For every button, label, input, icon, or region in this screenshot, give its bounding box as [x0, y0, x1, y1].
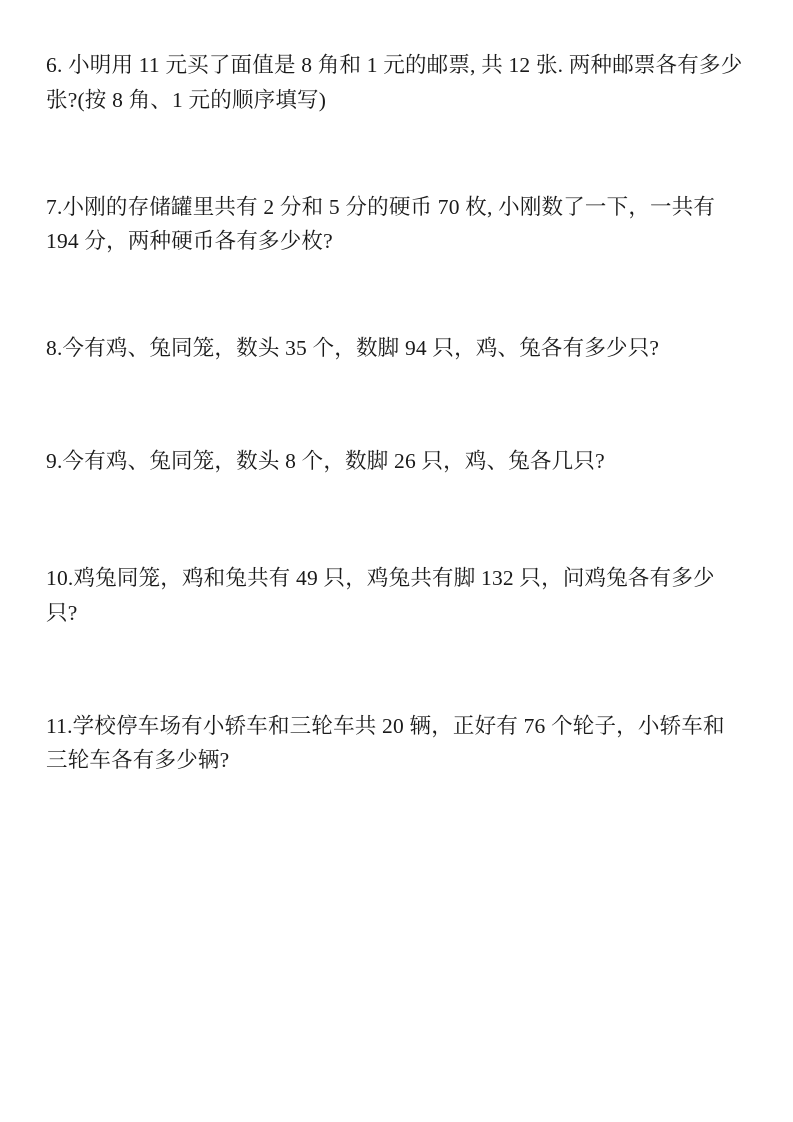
problem-item: 10.鸡兔同笼，鸡和兔共有 49 只，鸡兔共有脚 132 只，问鸡兔各有多少只?: [46, 565, 715, 625]
problem-item: 9.今有鸡、兔同笼，数头 8 个，数脚 26 只，鸡、兔各几只?: [46, 449, 605, 474]
problem-item: 6. 小明用 11 元买了面值是 8 角和 1 元的邮票, 共 12 张. 两种邮票各有多少张?(按 8 角、1 元的顺序填写): [46, 53, 743, 112]
problem-item: 8.今有鸡、兔同笼，数头 35 个，数脚 94 只，鸡、兔各有多少只?: [46, 336, 660, 361]
problem-item: 11.学校停车场有小轿车和三轮车共 20 辆，正好有 76 个轮子，小轿车和三轮车各有多少辆?: [46, 713, 725, 773]
problem-item: 7.小刚的存储罐里共有 2 分和 5 分的硬币 70 枚, 小刚数了一下，一共有 194 分，两种硬币各有多少枚?: [46, 194, 716, 254]
